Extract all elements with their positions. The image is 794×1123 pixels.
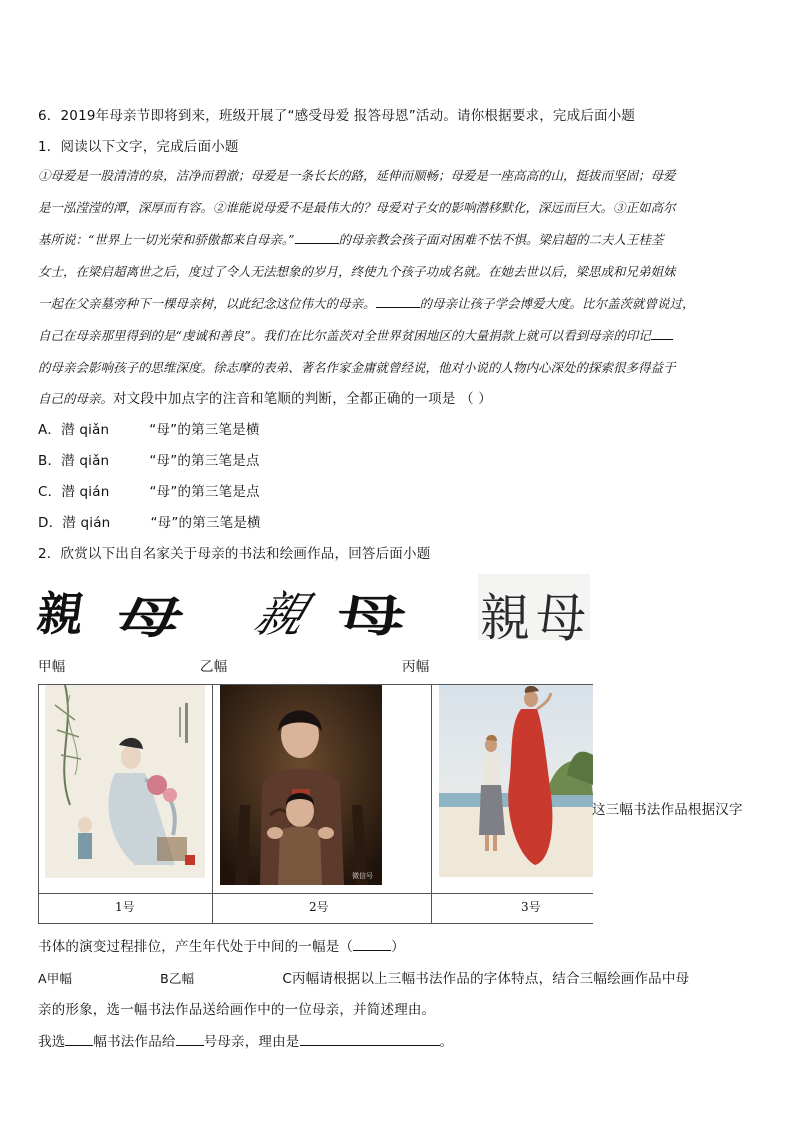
- order-answer-blank[interactable]: [353, 938, 391, 951]
- answer-blank-number[interactable]: [176, 1033, 204, 1046]
- passage-line-1: ①母爱是一股清清的泉，洁净而碧澈；母爱是一条长长的路，延伸而顺畅；母爱是一座高高的山，挺拔而坚固；母爱: [38, 168, 676, 183]
- answer-blank-choice[interactable]: [65, 1033, 93, 1046]
- question-header: 6．2019年母亲节即将到来，班级开展了“感受母爱 报答母恩”活动。请你根据要求，完成后面小题: [38, 108, 636, 124]
- painting-caption-1: 1号: [115, 900, 135, 914]
- paintings-table: [38, 684, 593, 924]
- passage-line-2: 是一泓滢滢的潭，深厚而有容。②谁能说母爱不是最伟大的？母爱对子女的影响潜移默化，深远而巨大。③正如高尔: [38, 200, 676, 215]
- passage-line-3a: 基所说：“世界上一切光荣和骄傲都来自母亲。”: [38, 232, 295, 247]
- order-question-text: 书体的演变过程排位，产生年代处于中间的一幅是（: [38, 939, 354, 955]
- subquestion-2-title: 2．欣赏以下出自名家关于母亲的书法和绘画作品，回答后面小题: [38, 546, 431, 562]
- blank-2: [376, 295, 420, 308]
- option-b[interactable]: [38, 449, 260, 469]
- painting-3: [439, 685, 593, 877]
- passage-line-8a: 自己的母亲。: [38, 391, 114, 406]
- passage-line-3: [38, 230, 664, 248]
- option-c-label: C．潜 qián: [38, 484, 110, 500]
- option-c[interactable]: [38, 480, 260, 500]
- calligraphy-bing-char-2: 母: [536, 587, 586, 649]
- answer-p2: 幅书法作品给: [93, 1034, 176, 1050]
- calligraphy-yi-char-2: 母: [338, 591, 407, 642]
- order-question: [38, 935, 405, 955]
- label-yi: 乙幅: [200, 659, 228, 675]
- answer-line: [38, 1030, 453, 1050]
- painting-1: [45, 685, 205, 878]
- option-a-text: “母”的第三笔是横: [149, 422, 260, 438]
- choice-c[interactable]: C丙幅请根据以上三幅书法作品的字体特点，结合三幅绘画作品中母: [282, 971, 690, 987]
- passage-line-5a: 一起在父亲墓旁种下一棵母亲树，以此纪念这位伟大的母亲。: [38, 296, 376, 311]
- option-a-label: A．潜 qiǎn: [38, 422, 110, 438]
- passage-line-8: [38, 387, 492, 407]
- passage-line-5b: 的母亲让孩子学会博爱大度。比尔盖茨就曾说过，: [419, 296, 695, 311]
- calligraphy-jia: [33, 574, 208, 644]
- label-jia: 甲幅: [38, 659, 66, 675]
- choice-b[interactable]: B乙幅: [160, 971, 195, 986]
- painting-caption-3: 3号: [521, 900, 541, 914]
- calligraphy-yi: [247, 574, 428, 643]
- option-c-text: “母”的第三笔是点: [149, 484, 260, 500]
- stem-tail: 对文段中加点字的注音和笔顺的判断，全都正确的一项是 （ ）: [113, 391, 492, 407]
- subquestion-1-title: 1．阅读以下文字，完成后面小题: [38, 139, 239, 155]
- answer-p4: 。: [439, 1034, 454, 1050]
- painting-3-image: [439, 685, 593, 877]
- option-d-text: “母”的第三笔是横: [150, 515, 261, 531]
- passage-line-6a: 自己在母亲那里得到的是“虔诚和善良”。我们在比尔盖茨对全世界贫困地区的大量捐款上就可以看到母亲的印记: [38, 328, 651, 343]
- passage-line-4: 女士，在梁启超离世之后，度过了令人无法想象的岁月，终使九个孩子功成名就。在她去世以后，梁思成和兄弟姐妹: [38, 264, 676, 279]
- blank-3: [651, 327, 673, 340]
- passage-line-6: [38, 326, 673, 344]
- choice-a[interactable]: A甲幅: [38, 971, 73, 986]
- passage-line-5: [38, 294, 695, 312]
- calligraphy-jia-char-2: 母: [108, 593, 191, 644]
- option-b-label: B．潜 qiǎn: [38, 453, 110, 469]
- label-bing: 丙幅: [402, 659, 430, 675]
- calligraphy-yi-char-1: 親: [247, 587, 314, 643]
- passage-line-3b: 的母亲教会孩子面对困难不怯不惧。梁启超的二夫人王桂荃: [338, 232, 664, 247]
- order-question-end: ）: [391, 939, 405, 955]
- answer-p1: 我选: [38, 1034, 66, 1050]
- painting-1-image: [45, 685, 205, 878]
- instruction-cont: 亲的形象，选一幅书法作品送给画作中的一位母亲，并简述理由。: [38, 1002, 436, 1018]
- painting-caption-2: 2号: [309, 900, 329, 914]
- option-d-label: D．潜 qián: [38, 515, 111, 531]
- painting-2: [220, 685, 382, 885]
- calligraphy-bing: [478, 574, 590, 649]
- option-b-text: “母”的第三笔是点: [149, 453, 260, 469]
- answer-blank-reason[interactable]: [300, 1033, 440, 1046]
- painting-2-image: [220, 685, 382, 885]
- painting-2-watermark: 微信号: [352, 872, 373, 880]
- blank-1: [295, 231, 339, 244]
- calligraphy-bing-char-1: 親: [480, 589, 530, 647]
- option-d[interactable]: [38, 511, 261, 531]
- calligraphy-jia-char-1: 親: [33, 587, 88, 641]
- option-a[interactable]: [38, 418, 260, 438]
- side-text: 这三幅书法作品根据汉字: [592, 802, 743, 818]
- choices-line: [38, 967, 689, 987]
- passage-line-7: 的母亲会影响孩子的思维深度。徐志摩的表弟、著名作家金庸就曾经说，他对小说的人物内心深处的探索很多得益于: [38, 360, 676, 375]
- answer-p3: 号母亲，理由是: [203, 1034, 300, 1050]
